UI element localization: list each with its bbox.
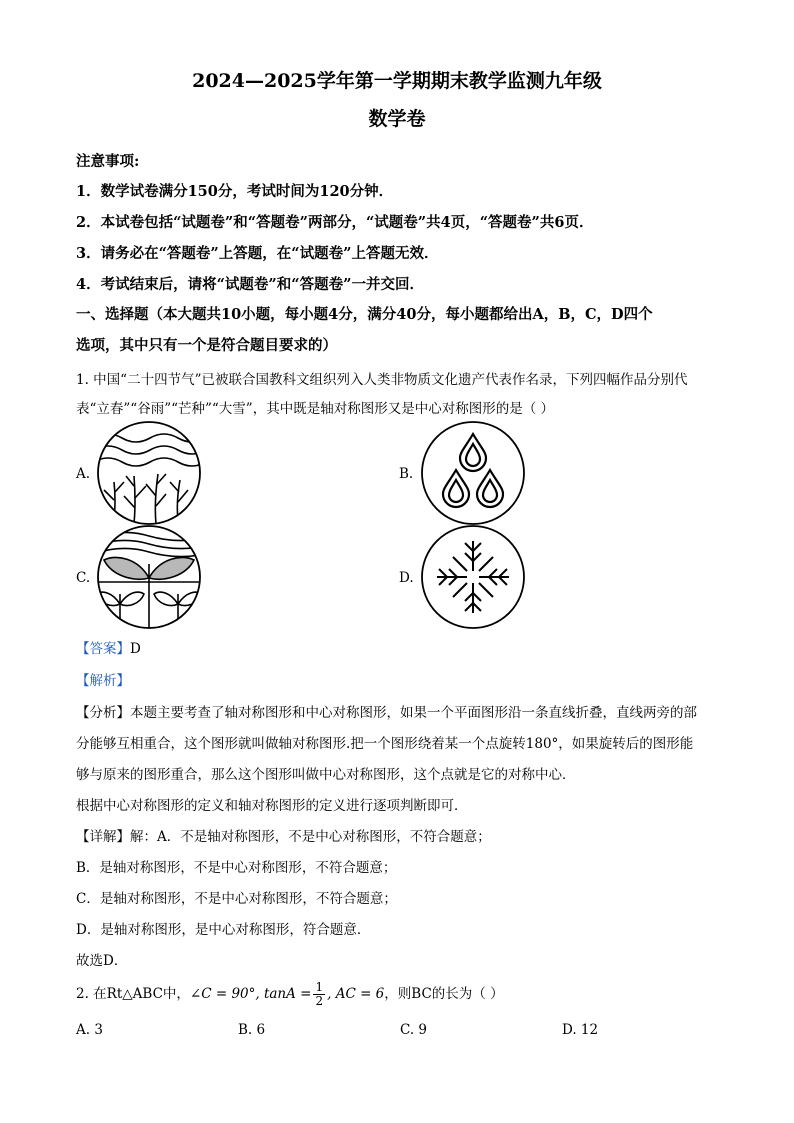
answer-value: D [130,641,141,657]
q1-option-d-label: D. [399,570,414,586]
detail-line-4: D．是轴对称图形，是中心对称图形，符合题意． [76,922,371,938]
q2-prefix: 2. 在Rt△ABC中， [76,986,190,1002]
option-d-figure [418,524,528,630]
detail-line-1 [76,825,491,845]
notice-heading: 注意事项: [76,153,140,170]
answer-tag: 【答案】 [76,641,130,657]
q1-option-c-label: C. [76,570,91,586]
option-c-figure [94,524,204,630]
notice-item-2: 2．本试卷包括“试题卷”和“答题卷”两部分，“试题卷”共4页，“答题卷”共6页． [76,214,594,231]
q2-fraction-numerator: 1 [315,980,324,994]
section-heading-line1: 一、选择题（本大题共10小题，每小题4分，满分40分，每小题都给出A，B，C，D四个 [76,306,653,323]
detail-text-1: 解：A．不是轴对称图形，不是中心对称图形，不符合题意； [130,829,491,845]
q2-stem [76,980,504,1008]
notice-item-4: 4．考试结束后，请将“试题卷”和“答题卷”一并交回． [76,276,424,293]
option-b-figure [418,420,528,526]
q1-option-a-label: A. [76,466,91,482]
q2-fraction [313,981,325,1008]
detail-line-3: C．是轴对称图形，不是中心对称图形，不符合题意； [76,891,397,907]
fenxi-line-1 [76,701,697,721]
q2-fraction-denominator: 2 [315,994,324,1008]
detail-line-5: 故选D． [76,953,128,969]
detail-tag: 【详解】 [76,829,130,845]
fenxi-line-4: 根据中心对称图形的定义和轴对称图形的定义进行逐项判断即可． [76,798,468,814]
q2-option-c: C. 9 [400,1022,428,1038]
notice-item-1: 1．数学试卷满分150分，考试时间为120分钟． [76,183,394,200]
analysis-tag: 【解析】 [76,673,130,689]
q1-option-b-label: B. [399,466,414,482]
q2-condition-1: ∠C = 90°, tanA = [189,986,312,1002]
q2-option-a: A. 3 [76,1022,103,1038]
q2-option-d: D. 12 [562,1022,599,1038]
q1-stem-line1: 1. 中国“二十四节气”已被联合国教科文组织列入人类非物质文化遗产代表作名录，下列四幅作品分别代 [76,372,688,388]
detail-line-2: B．是轴对称图形，不是中心对称图形，不符合题意； [76,860,397,876]
q2-option-b: B. 6 [238,1022,266,1038]
fenxi-line-3: 够与原来的图形重合，那么这个图形叫做中心对称图形，这个点就是它的对称中心． [76,767,576,783]
fenxi-text-1: 本题主要考查了轴对称图形和中心对称图形，如果一个平面图形沿一条直线折叠，直线两旁的部 [130,705,697,721]
page-title: 2024—2025学年第一学期期末教学监测九年级 [192,70,602,92]
notice-item-3: 3．请务必在“答题卷”上答题，在“试题卷”上答题无效． [76,245,439,262]
option-a-figure [94,420,204,526]
fenxi-tag: 【分析】 [76,705,130,721]
q1-answer [76,637,141,657]
q2-condition-2: , AC = 6 [327,986,385,1002]
q1-stem-line2: 表“立春”“谷雨”“芒种”“大雪”，其中既是轴对称图形又是中心对称图形的是（ ） [76,401,555,417]
fenxi-line-2: 分能够互相重合，这个图形就叫做轴对称图形.把一个图形绕着某一个点旋转180°，如果旋转后的图形能 [76,736,694,752]
q2-suffix: ，则BC的长为（ ） [384,986,504,1002]
page-subtitle: 数学卷 [368,108,426,130]
section-heading-line2: 选项，其中只有一个是符合题目要求的） [76,337,337,354]
